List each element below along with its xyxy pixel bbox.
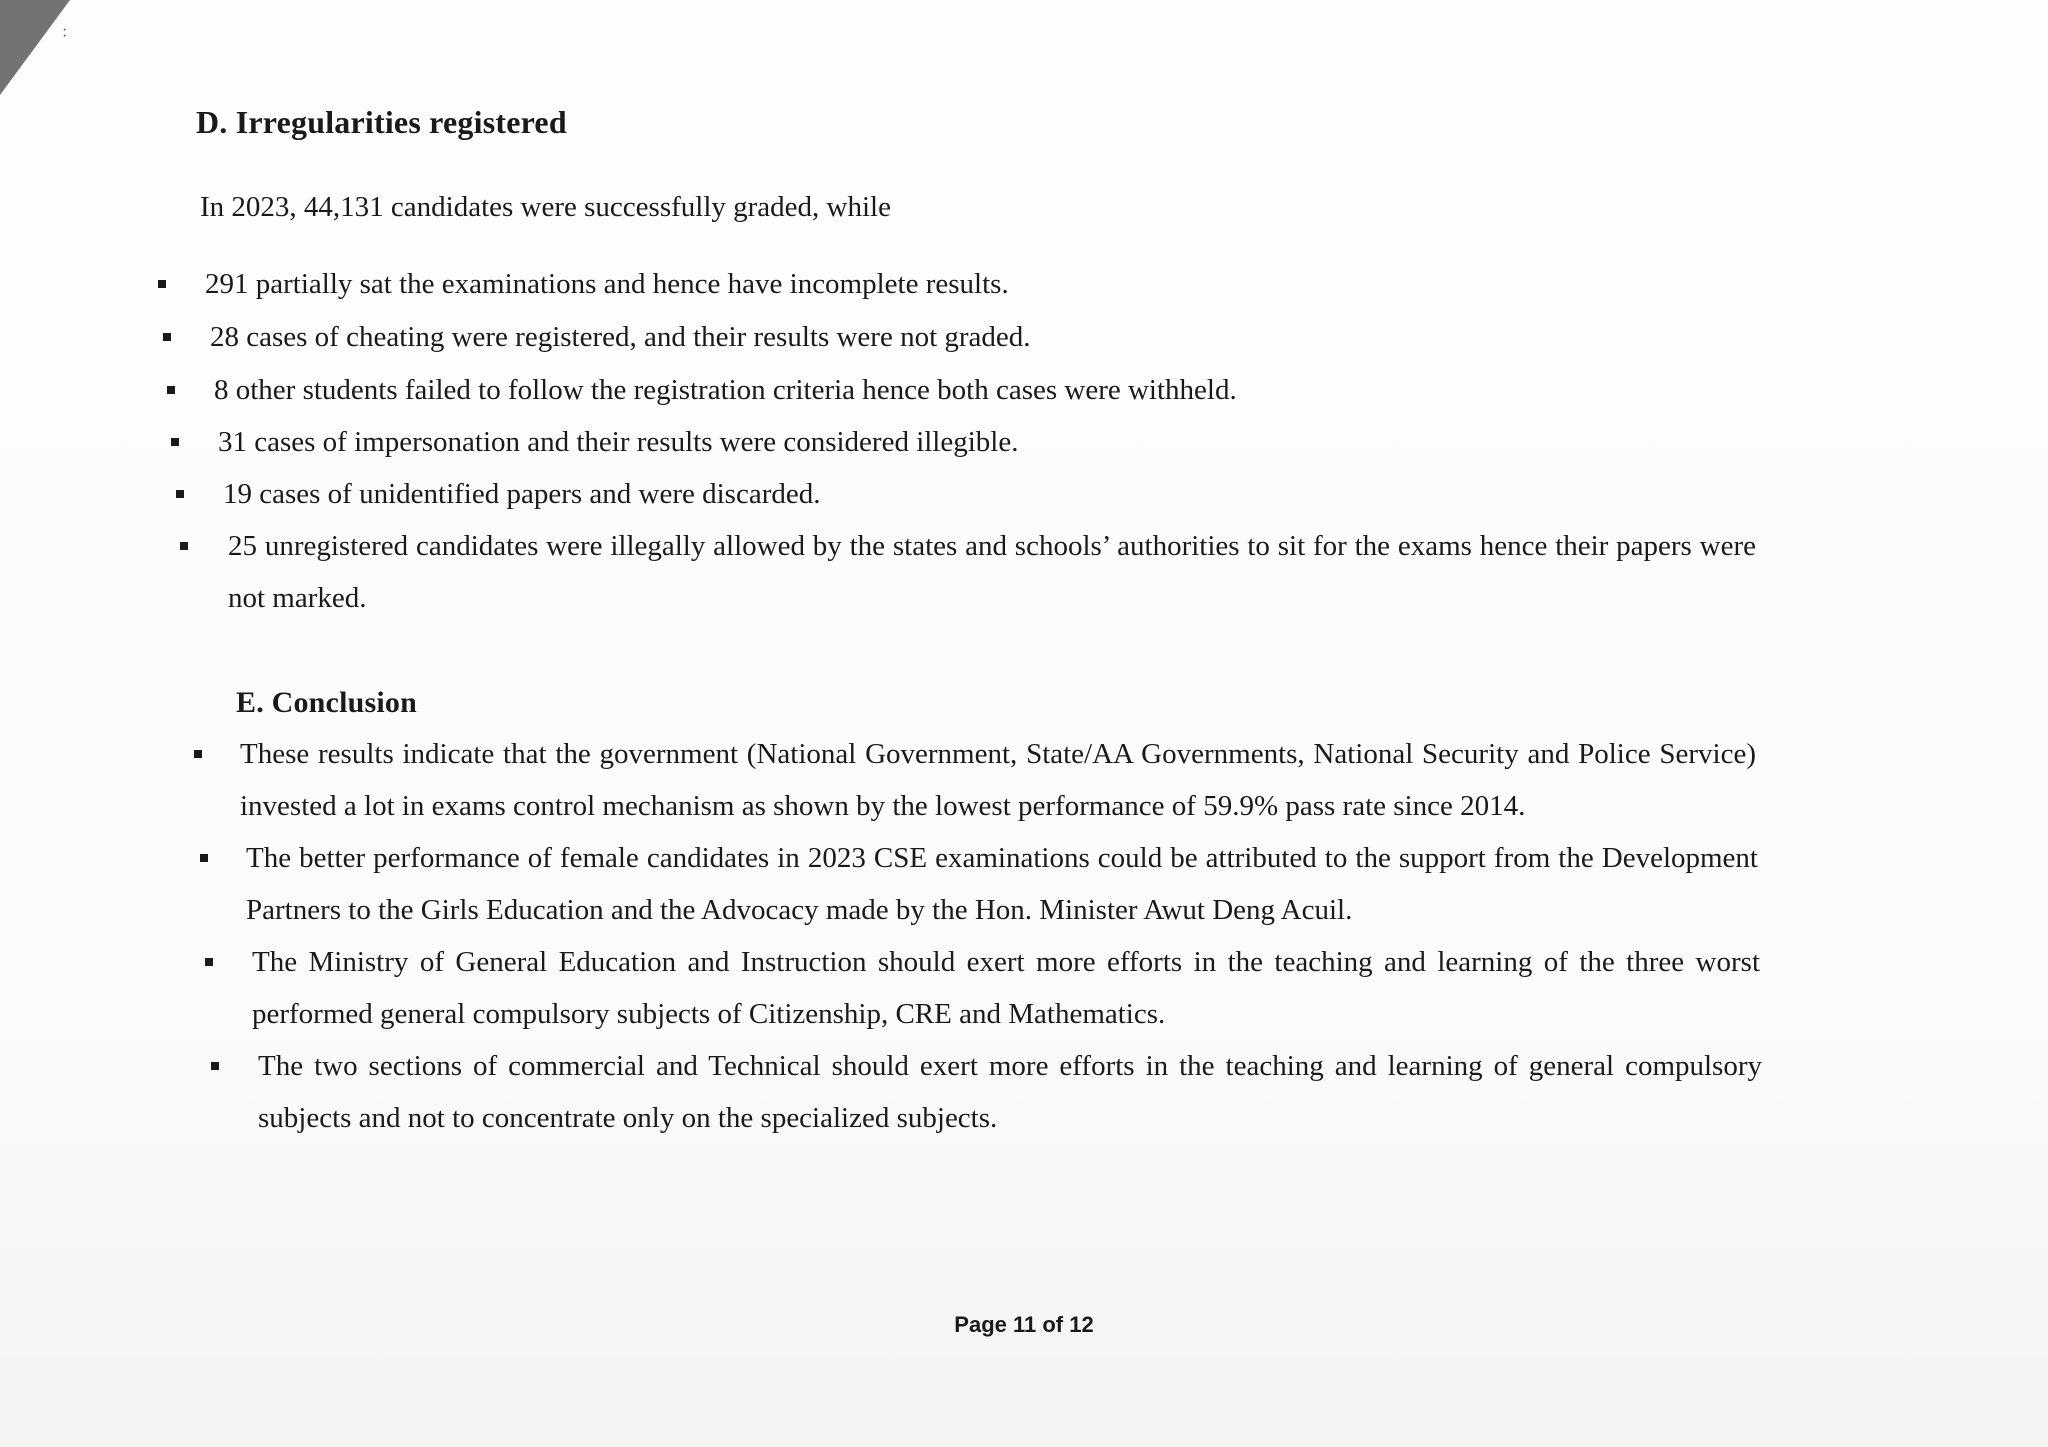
list-item: 25 unregistered candidates were illegally allowed by the states and schools’ authorities to sit for the exams hence their papers were not marked.	[228, 530, 1756, 614]
list-item: These results indicate that the government (National Government, State/AA Governments, National Security and Police Service) invested a lot in exams control mechanism as shown by the lowest performance of 59.9% pass rate since 2014.	[240, 738, 1756, 822]
list-item: 8 other students failed to follow the registration criteria hence both cases were withheld.	[214, 374, 1237, 406]
list-item: 291 partially sat the examinations and hence have incomplete results.	[205, 268, 1009, 300]
bullet-marker	[176, 490, 184, 498]
bullet-marker	[171, 438, 179, 446]
bullet-marker	[167, 386, 175, 394]
list-item: 31 cases of impersonation and their results were considered illegible.	[218, 426, 1019, 458]
bullet-marker	[163, 333, 171, 341]
bullet-marker	[180, 542, 188, 550]
list-item: 28 cases of cheating were registered, and their results were not graded.	[210, 321, 1031, 353]
page-corner-shadow	[0, 0, 70, 95]
bullet-marker	[211, 1062, 219, 1070]
list-item: The better performance of female candidates in 2023 CSE examinations could be attributed to the support from the Development Partners to the Girls Education and the Advocacy made by the Hon. Minister Awut Deng Acuil.	[246, 842, 1758, 926]
list-item: 19 cases of unidentified papers and were discarded.	[223, 478, 821, 510]
section-e-heading: E. Conclusion	[236, 686, 417, 719]
bullet-marker	[205, 958, 213, 966]
bullet-marker	[158, 280, 166, 288]
scan-speck-marks: · ·	[62, 22, 68, 45]
section-d-intro: In 2023, 44,131 candidates were successfully graded, while	[200, 191, 891, 223]
section-d-heading: D. Irregularities registered	[196, 104, 567, 140]
list-item: The Ministry of General Education and Instruction should exert more efforts in the teaching and learning of the three worst performed general compulsory subjects of Citizenship, CRE and Mathematics.	[252, 946, 1760, 1030]
bullet-marker	[194, 750, 202, 758]
page-number: Page 11 of 12	[954, 1312, 1094, 1337]
list-item: The two sections of commercial and Technical should exert more efforts in the teaching and learning of general compulsory subjects and not to concentrate only on the specialized subjects.	[258, 1050, 1762, 1134]
bullet-marker	[200, 854, 208, 862]
